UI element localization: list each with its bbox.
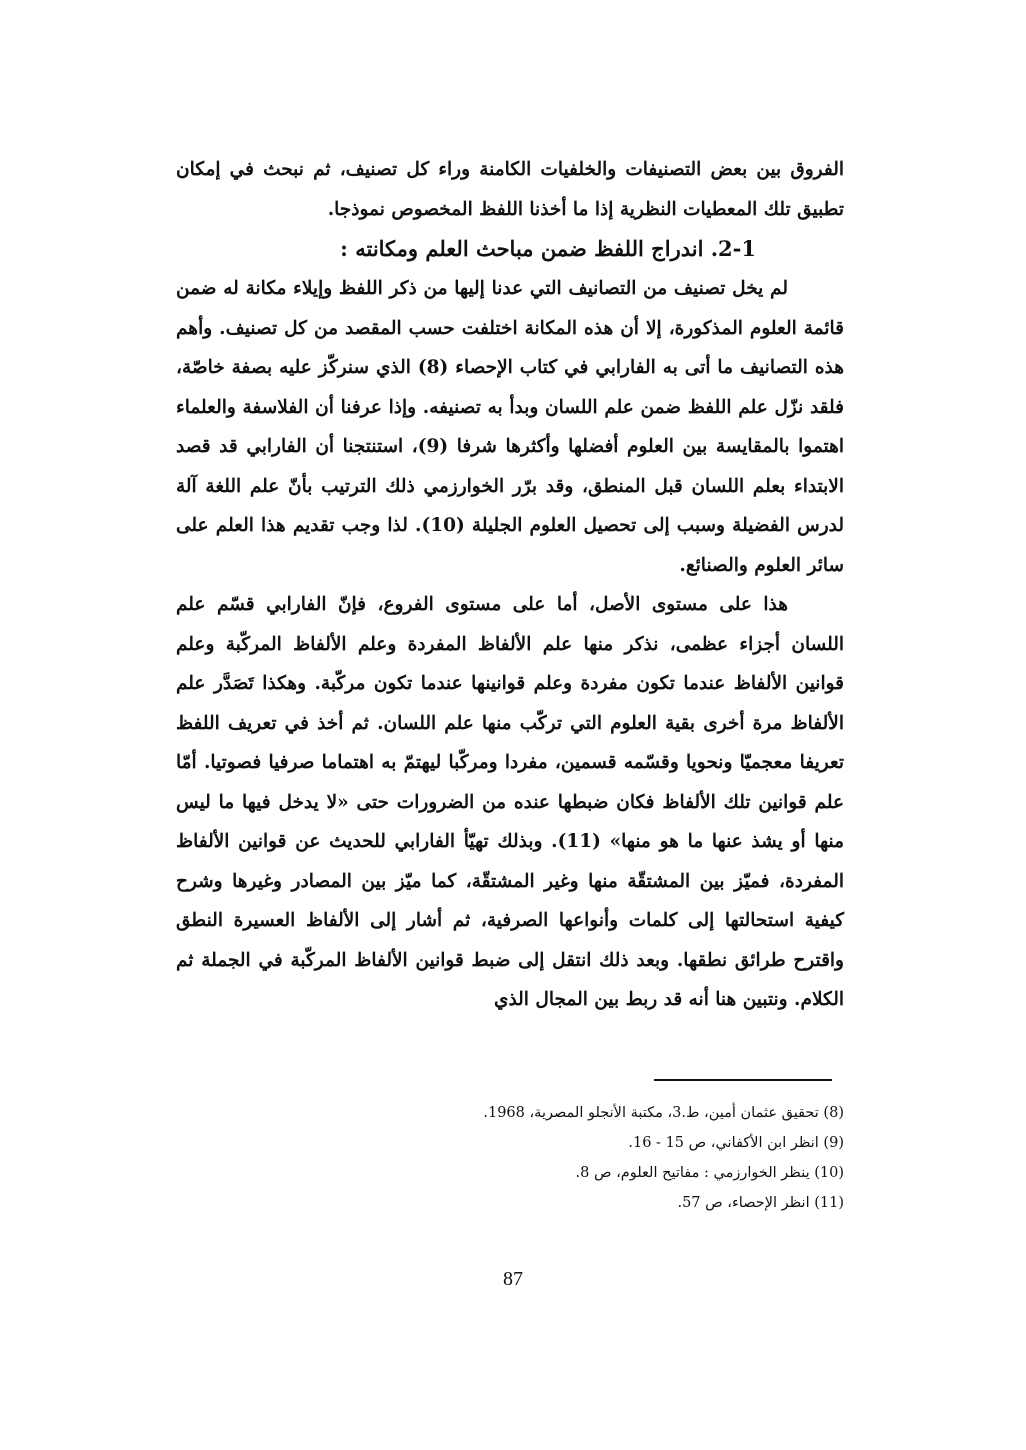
- paragraph-1: لم يخل تصنيف من التصانيف التي عدنا إليها من ذكر اللفظ وإيلاء مكانة له ضمن قائمة العلوم المذكورة، إلا أن هذه المكانة اختلفت حسب المقصد من كل تصنيف. وأهم هذه التصانيف ما أتى به الفارابي في كتاب الإحصاء (8) الذي سنركّز عليه بصفة خاصّة، فلقد نزّل علم اللفظ ضمن علم اللسان وبدأ به تصنيفه. وإذا عرفنا أن الفلاسفة والعلماء اهتموا بالمقايسة بين العلوم أفضلها وأكثرها شرفا (9)، استنتجنا أن الفارابي قد قصد الابتداء بعلم اللسان قبل المنطق، وقد برّر الخوارزمي ذلك الترتيب بأنّ علم اللغة آلة لدرس الفضيلة وسبب إلى تحصيل العلوم الجليلة (10). لذا وجب تقديم هذا العلم على سائر العلوم والصنائع.: [176, 278, 844, 576]
- footnote-10: (10) ينظر الخوارزمي : مفاتيح العلوم، ص 8.: [575, 1165, 844, 1181]
- body-text: [176, 150, 844, 1020]
- footnote-8: (8) تحقيق عثمان أمين، ط.3، مكتبة الأنجلو المصرية، 1968.: [483, 1105, 844, 1121]
- section-heading: 2-1. اندراج اللفظ ضمن مباحث العلم ومكانته :: [340, 236, 756, 261]
- intro-paragraph: الفروق بين بعض التصنيفات والخلفيات الكامنة وراء كل تصنيف، ثم نبحث في إمكان تطبيق تلك المعطيات النظرية إذا ما أخذنا اللفظ المخصوص نموذجا.: [176, 159, 844, 220]
- page-number: 87: [503, 1268, 523, 1290]
- footnote-11: (11) انظر الإحصاء، ص 57.: [677, 1195, 844, 1211]
- paragraph-2: هذا على مستوى الأصل، أما على مستوى الفروع، فإنّ الفارابي قسّم علم اللسان أجزاء عظمى، نذكر منها علم الألفاظ المفردة وعلم الألفاظ المركّبة وعلم قوانين الألفاظ عندما تكون مفردة وعلم قوانينها عندما تكون مركّبة. وهكذا تَصَدَّر علم الألفاظ مرة أخرى بقية العلوم التي تركّب منها علم اللسان. ثم أخذ في تعريف اللفظ تعريفا معجميّا ونحويا وقسّمه قسمين، مفردا ومركّبا ليهتمّ به اهتماما صرفيا فصوتيا. أمّا علم قوانين تلك الألفاظ فكان ضبطها عنده من الضرورات حتى «لا يدخل فيها ما ليس منها أو يشذ عنها ما هو منها» (11). وبذلك تهيّأ الفارابي للحديث عن قوانين الألفاظ المفردة، فميّز بين المشتقّة منها وغير المشتقّة، كما ميّز بين المصادر وغيرها وشرح كيفية استحالتها إلى كلمات وأنواعها الصرفية، ثم أشار إلى الألفاظ العسيرة النطق واقترح طرائق نطقها. وبعد ذلك انتقل إلى ضبط قوانين الألفاظ المركّبة في الجملة ثم الكلام. ونتبين هنا أنه قد ربط بين المجال الذي: [176, 594, 845, 1010]
- footnote-divider: [654, 1079, 832, 1081]
- footnote-9: (9) انظر ابن الأكفاني، ص 15 - 16.: [628, 1135, 844, 1151]
- footnotes: [300, 1098, 844, 1218]
